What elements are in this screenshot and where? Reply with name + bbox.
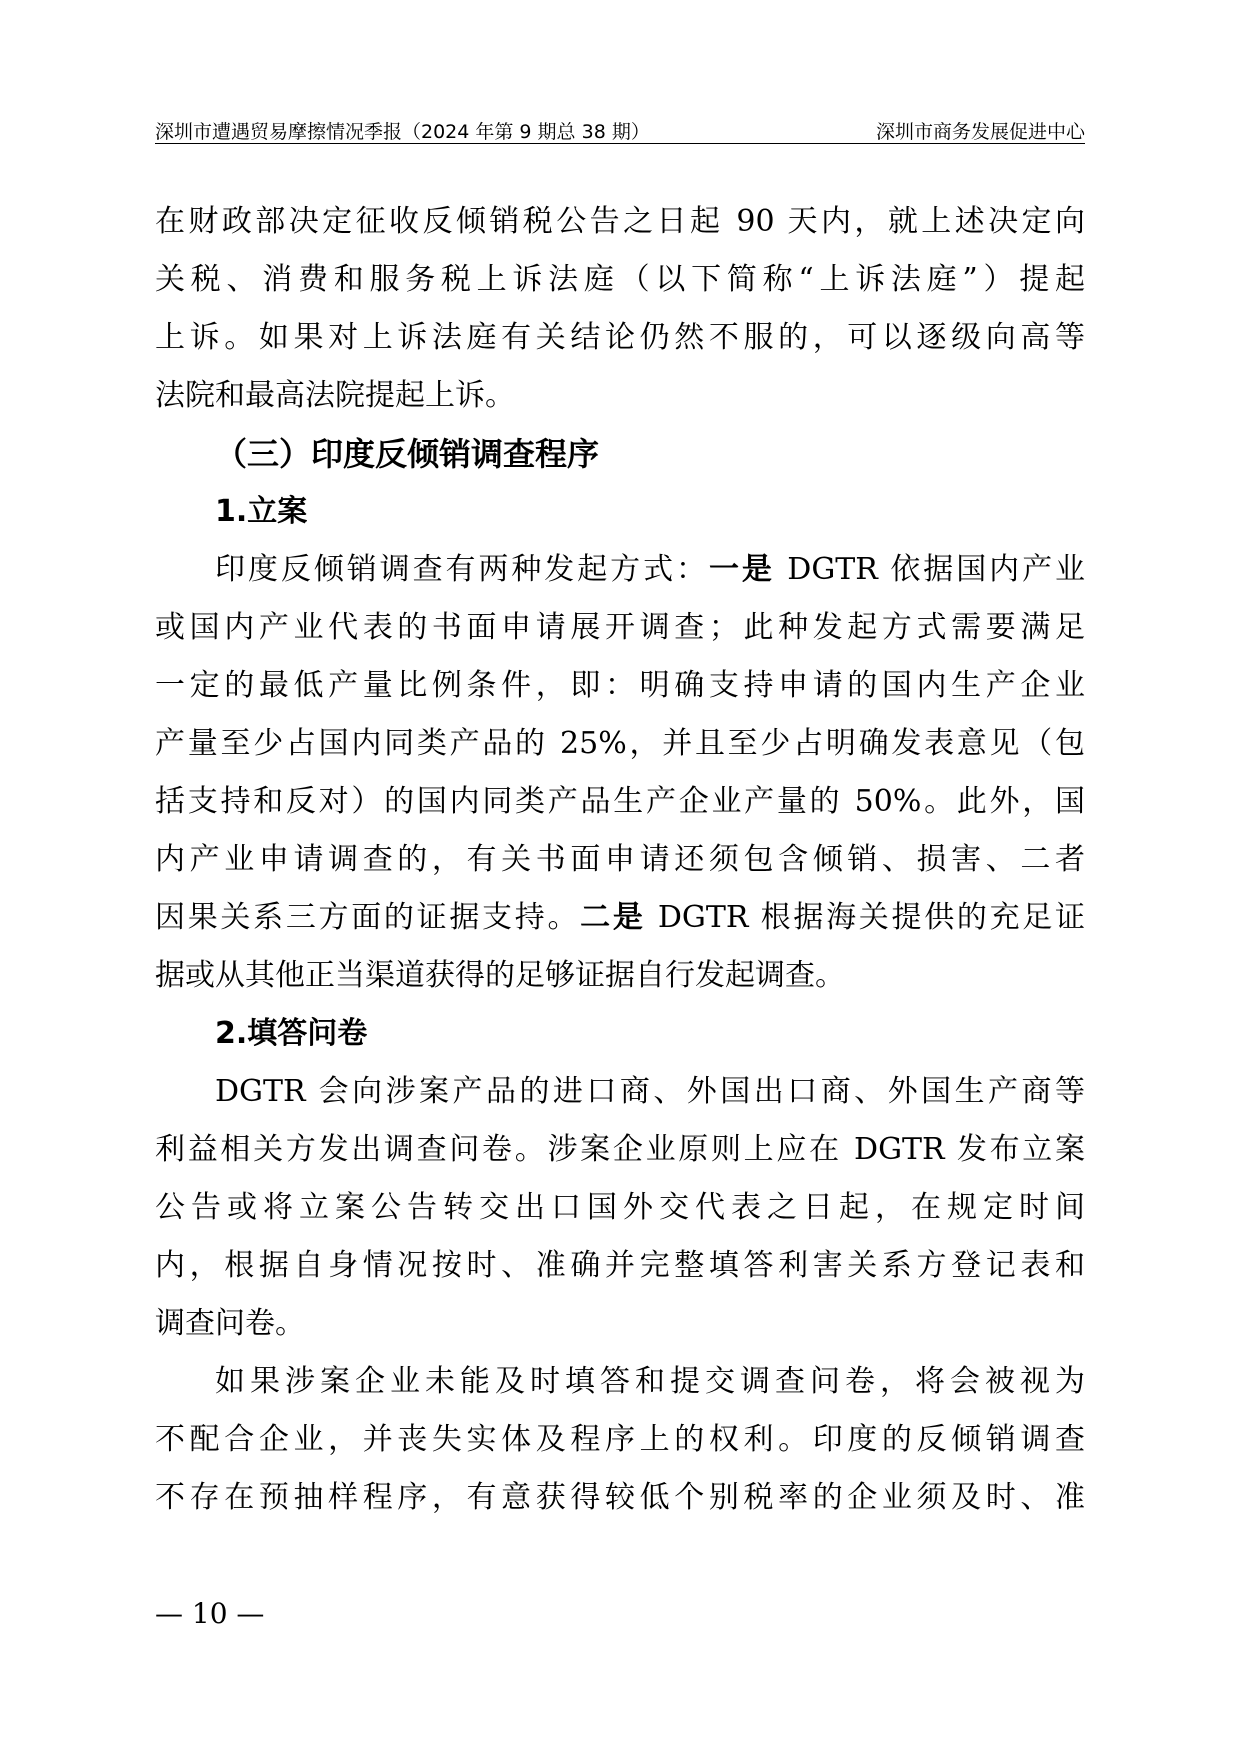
text-line: 括支持和反对）的国内同类产品生产企业产量的 50%。此外，国 [155,784,1085,819]
text-line: 一定的最低产量比例条件，即：明确支持申请的国内生产企业 [155,668,1085,703]
text-line: 利益相关方发出调查问卷。涉案企业原则上应在 DGTR 发布立案 [155,1132,1085,1167]
text-line: 产量至少占国内同类产品的 25%，并且至少占明确发表意见（包 [155,726,1085,761]
text-line: 不存在预抽样程序，有意获得较低个别税率的企业须及时、准 [155,1480,1085,1515]
text-line: 内，根据自身情况按时、准确并完整填答利害关系方登记表和 [155,1248,1085,1283]
section-heading: （三）印度反倾销调查程序 [215,435,600,473]
text-run: 印度反倾销调查有两种发起方式： [215,552,709,587]
text-run: DGTR 根据海关提供的充足证 [645,900,1086,935]
text-line: 或国内产业代表的书面申请展开调查；此种发起方式需要满足 [155,610,1085,645]
text-line: 上诉。如果对上诉法庭有关结论仍然不服的，可以逐级向高等 [155,320,1085,355]
text-line: 关税、消费和服务税上诉法庭（以下简称“上诉法庭”）提起 [155,262,1085,297]
text-line [155,889,1085,947]
text-line [155,541,1085,599]
page-number: — 10 — [155,1597,265,1630]
text-run: 因果关系三方面的证据支持。 [155,900,581,935]
text-line: 在财政部决定征收反倾销税公告之日起 90 天内，就上述决定向 [155,204,1085,239]
emphasis-first: 一是 [708,552,775,587]
text-run: DGTR 依据国内产业 [774,552,1086,587]
text-line: 内产业申请调查的，有关书面申请还须包含倾销、损害、二者 [155,842,1085,877]
text-line: 据或从其他正当渠道获得的足够证据自行发起调查。 [155,958,845,993]
header-organization: 深圳市商务发展促进中心 [875,121,1085,143]
text-line: 法院和最高法院提起上诉。 [155,378,515,413]
text-line: 如果涉案企业未能及时填答和提交调查问卷，将会被视为 [215,1364,1085,1399]
subsection-heading-questionnaire: 2.填答问卷 [215,1016,368,1051]
text-line: DGTR 会向涉案产品的进口商、外国出口商、外国生产商等 [215,1074,1085,1109]
text-line: 调查问卷。 [155,1306,305,1341]
header-report-title: 深圳市遭遇贸易摩擦情况季报（2024 年第 9 期总 38 期） [155,121,650,143]
text-line: 公告或将立案公告转交出口国外交代表之日起，在规定时间 [155,1190,1085,1225]
body-text [155,193,1085,1527]
text-line: 不配合企业，并丧失实体及程序上的权利。印度的反倾销调查 [155,1422,1085,1457]
running-header [155,117,1085,144]
subsection-heading-filing: 1.立案 [215,494,308,529]
emphasis-second: 二是 [580,900,646,935]
